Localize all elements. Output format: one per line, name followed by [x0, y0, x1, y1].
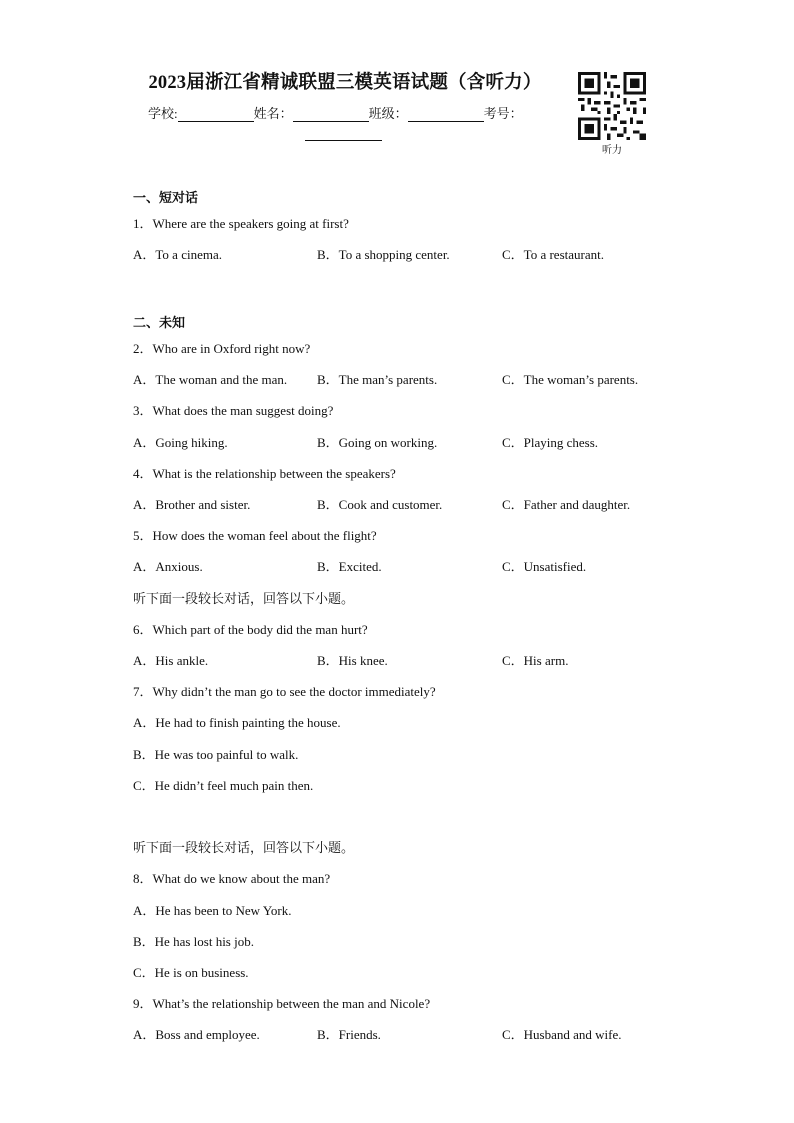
question-stem: 4．What is the relationship between the speakers?: [133, 466, 396, 481]
option-c[interactable]: C．Playing chess.: [502, 435, 599, 450]
option-a[interactable]: A．Boss and employee.: [133, 1027, 260, 1042]
listening-instruction: 听下面一段较长对话，回答以下小题。: [133, 591, 355, 606]
option-c[interactable]: C．Father and daughter.: [502, 497, 631, 512]
option-a[interactable]: A．His ankle.: [133, 653, 209, 668]
option-b[interactable]: B．His knee.: [317, 653, 388, 668]
school-blank[interactable]: [178, 107, 254, 122]
option-b[interactable]: B．To a shopping center.: [317, 247, 450, 262]
option-c[interactable]: C．His arm.: [502, 653, 569, 668]
option-c[interactable]: C．To a restaurant.: [502, 247, 604, 262]
option-c[interactable]: C．He didn’t feel much pain then.: [133, 778, 314, 793]
question-stem: 6．Which part of the body did the man hurt?: [133, 622, 368, 637]
option-b[interactable]: B．The man’s parents.: [317, 372, 438, 387]
option-c[interactable]: C．Husband and wife.: [502, 1027, 622, 1042]
id-blank[interactable]: [305, 126, 382, 141]
question-stem: 5．How does the woman feel about the flight?: [133, 528, 377, 543]
option-b[interactable]: B．Excited.: [317, 559, 382, 574]
option-c[interactable]: C．Unsatisfied.: [502, 559, 587, 574]
qr-label: 听力: [602, 145, 622, 156]
name-label: 姓名：: [253, 106, 293, 121]
section-heading-1: 一、短对话: [133, 190, 199, 205]
class-label: 班级：: [368, 106, 408, 121]
question-stem: 2．Who are in Oxford right now?: [133, 341, 311, 356]
id-label: 考号：: [483, 106, 523, 121]
option-c[interactable]: C．He is on business.: [133, 965, 249, 980]
option-a[interactable]: A．He had to finish painting the house.: [133, 715, 341, 730]
option-a[interactable]: A．The woman and the man.: [133, 372, 288, 387]
option-b[interactable]: B．Friends.: [317, 1027, 381, 1042]
school-label: 学校:: [148, 106, 178, 121]
question-stem: 7．Why didn’t the man go to see the doctor immediately?: [133, 684, 436, 699]
option-a[interactable]: A．Going hiking.: [133, 435, 228, 450]
option-a[interactable]: A．Brother and sister.: [133, 497, 251, 512]
option-a[interactable]: A．To a cinema.: [133, 247, 222, 262]
option-a[interactable]: A．He has been to New York.: [133, 903, 292, 918]
name-blank[interactable]: [293, 107, 369, 122]
option-c[interactable]: C．The woman’s parents.: [502, 372, 639, 387]
qr-code-icon[interactable]: [578, 72, 646, 140]
question-stem: 9．What’s the relationship between the man and Nicole?: [133, 996, 431, 1011]
class-blank[interactable]: [408, 107, 484, 122]
option-a[interactable]: A．Anxious.: [133, 559, 203, 574]
student-info-line: [148, 103, 523, 122]
question-stem: 3．What does the man suggest doing?: [133, 403, 334, 418]
option-b[interactable]: B．Cook and customer.: [317, 497, 443, 512]
page-title: 2023届浙江省精诚联盟三模英语试题（含听力）: [148, 73, 542, 93]
section-heading-2: 二、未知: [133, 315, 186, 330]
question-stem: 1．Where are the speakers going at first?: [133, 216, 349, 231]
option-b[interactable]: B．Going on working.: [317, 435, 438, 450]
listening-instruction: 听下面一段较长对话，回答以下小题。: [133, 840, 355, 855]
option-b[interactable]: B．He has lost his job.: [133, 934, 254, 949]
option-b[interactable]: B．He was too painful to walk.: [133, 747, 299, 762]
question-stem: 8．What do we know about the man?: [133, 871, 331, 886]
